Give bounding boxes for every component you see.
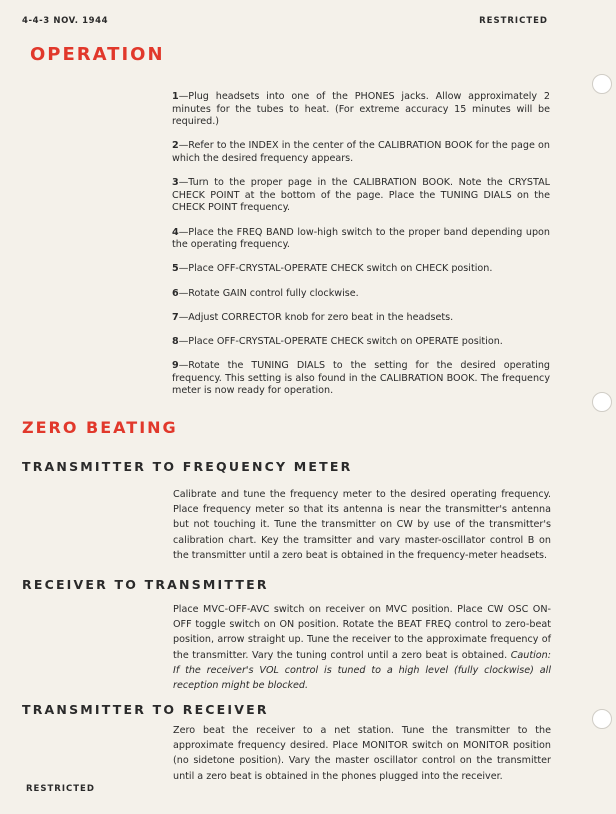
binder-hole xyxy=(592,74,612,94)
step-text: Refer to the INDEX in the center of the CALIBRATION BOOK for the page on which the desired frequency appears. xyxy=(172,140,550,164)
paragraph-body: Place MVC-OFF-AVC switch on receiver on MVC position. Place CW OSC ON-OFF toggle switch on ON position. Rotate the BEAT FREQ control to zero-beat position, arrow straight up. Tune the receiver to the approximate frequency of the transmitter. Vary the tuning control until a zero beat is obtained. xyxy=(173,604,551,661)
step-number: 4 xyxy=(172,226,179,238)
step-item: 1—Plug headsets into one of the PHONES jacks. Allow approximately 2 minutes for the tubes to heat. (For extreme accuracy 15 minutes will be required.) xyxy=(172,91,550,128)
section-heading-receiver-to-transmitter: RECEIVER TO TRANSMITTER xyxy=(22,577,269,592)
zero-beating-title: ZERO BEATING xyxy=(22,418,178,437)
step-text: Adjust CORRECTOR knob for zero beat in the headsets. xyxy=(188,311,454,323)
step-item: 8—Place OFF-CRYSTAL-OPERATE CHECK switch on OPERATE position. xyxy=(172,335,503,347)
step-text: Place OFF-CRYSTAL-OPERATE CHECK switch on OPERATE position. xyxy=(188,335,503,347)
section-text-transmitter-to-receiver: Zero beat the receiver to a net station. Tune the transmitter to the approximate frequency desired. Place MONITOR switch on MONITOR position (no sidetone position). Vary the master oscillator control on the transmitter until a zero beat is obtained in the phones plugged into the receiver. xyxy=(173,725,551,782)
section-text-transmitter-to-meter: Calibrate and tune the frequency meter to the desired operating frequency. Place frequency meter so that its antenna is near the transmitter's antenna but not touching it. Tune the transmitter on CW by use of the transmitter's calibration chart. Key the tramsitter and vary master-oscillator control B on the transmitter until a zero beat is obtained in the frequency-meter headsets. xyxy=(173,489,551,561)
step-number: 6 xyxy=(172,287,179,299)
step-number: 2 xyxy=(172,140,179,152)
binder-hole xyxy=(592,709,612,729)
step-item: 6—Rotate GAIN control fully clockwise. xyxy=(172,287,359,299)
operation-title: OPERATION xyxy=(30,44,165,65)
header-classification: RESTRICTED xyxy=(479,16,548,26)
step-number: 7 xyxy=(172,311,179,323)
binder-hole xyxy=(592,392,612,412)
step-text: Place the FREQ BAND low-high switch to the proper band depending upon the operating frequency. xyxy=(172,226,550,251)
header-date: 4-4-3 NOV. 1944 xyxy=(22,16,109,26)
step-item: 5—Place OFF-CRYSTAL-OPERATE CHECK switch on CHECK position. xyxy=(172,263,493,275)
step-text: Place OFF-CRYSTAL-OPERATE CHECK switch on CHECK position. xyxy=(188,263,493,275)
step-item: 9—Rotate the TUNING DIALS to the setting for the desired operating frequency. This setting is also found in the CALIBRATION BOOK. The frequency meter is now ready for operation. xyxy=(172,360,550,397)
section-heading-transmitter-to-receiver: TRANSMITTER TO RECEIVER xyxy=(22,702,269,717)
step-item: 3—Turn to the proper page in the CALIBRATION BOOK. Note the CRYSTAL CHECK POINT at the bottom of the page. Place the TUNING DIALS on the CHECK POINT frequency. xyxy=(172,177,550,214)
caution-note: Caution: If the receiver's VOL control is tuned to a high level (fully clockwise) all reception might be blocked. xyxy=(173,649,551,692)
step-text: Rotate GAIN control fully clockwise. xyxy=(188,287,359,299)
step-item: 2—Refer to the INDEX in the center of the CALIBRATION BOOK for the page on which the desired frequency appears. xyxy=(172,140,550,164)
step-number: 5 xyxy=(172,263,179,275)
step-item: 4—Place the FREQ BAND low-high switch to the proper band depending upon the operating frequency. xyxy=(172,226,550,251)
step-number: 9 xyxy=(172,360,179,372)
section-heading-transmitter-to-meter: TRANSMITTER TO FREQUENCY METER xyxy=(22,459,353,474)
step-text: Turn to the proper page in the CALIBRATION BOOK. Note the CRYSTAL CHECK POINT at the bottom of the page. Place the TUNING DIALS on the CHECK POINT frequency. xyxy=(172,177,550,214)
footer-classification: RESTRICTED xyxy=(26,784,95,794)
step-text: Rotate the TUNING DIALS to the setting for the desired operating frequency. This setting is also found in the CALIBRATION BOOK. The frequency meter is now ready for operation. xyxy=(172,360,550,397)
step-item: 7—Adjust CORRECTOR knob for zero beat in the headsets. xyxy=(172,311,454,323)
step-number: 8 xyxy=(172,335,179,347)
step-number: 3 xyxy=(172,177,179,189)
section-text-receiver-to-transmitter xyxy=(173,602,551,693)
operation-steps xyxy=(172,91,550,409)
step-number: 1 xyxy=(172,91,179,102)
step-text: Plug headsets into one of the PHONES jacks. Allow approximately 2 minutes for the tubes to heat. (For extreme accuracy 15 minutes will be required.) xyxy=(172,91,550,128)
